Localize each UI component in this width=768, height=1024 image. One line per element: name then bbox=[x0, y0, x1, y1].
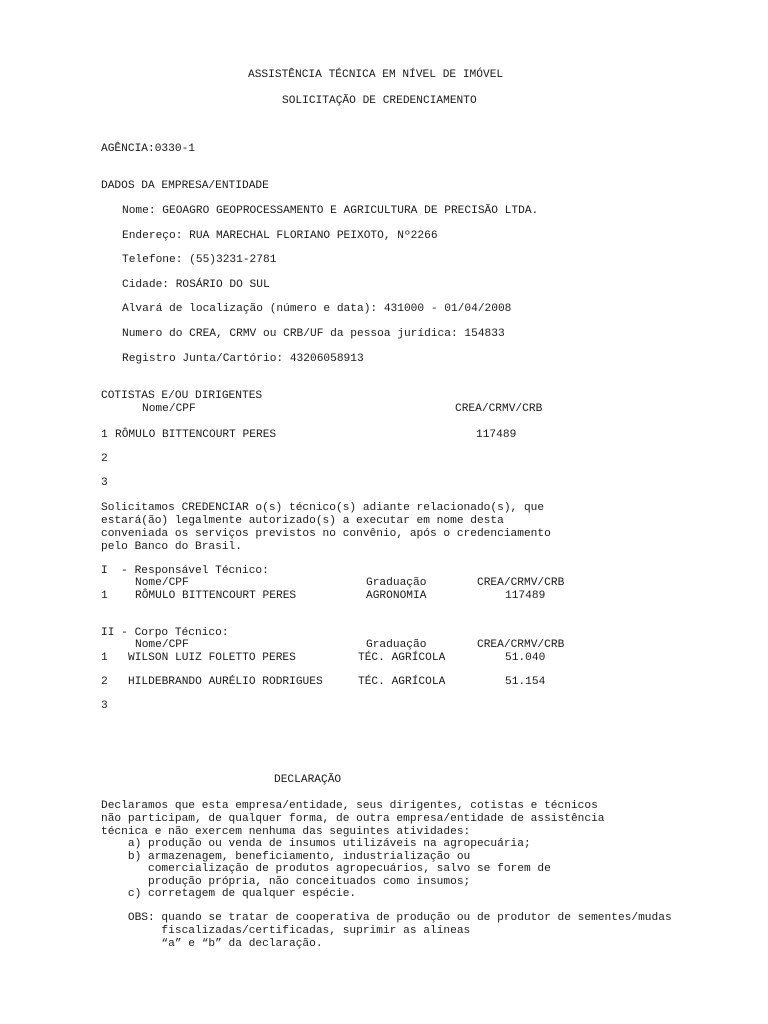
partners-col-reg: CREA/CRMV/CRB bbox=[455, 403, 543, 415]
responsible-col-name: Nome/CPF bbox=[135, 577, 189, 589]
technician-name: RÔMULO BITTENCOURT PERES bbox=[135, 590, 297, 602]
technician-name: HILDEBRANDO AURÉLIO RODRIGUES bbox=[128, 676, 323, 688]
declaration-obs-line: fiscalizadas/certificadas, suprimir as alíneas bbox=[101, 925, 471, 937]
company-section-heading: DADOS DA EMPRESA/ENTIDADE bbox=[101, 180, 269, 192]
company-address: Endereço: RUA MARECHAL FLORIANO PEIXOTO, Nº2266 bbox=[122, 230, 438, 242]
company-phone: Telefone: (55)3231-2781 bbox=[122, 254, 277, 266]
technician-reg: 117489 bbox=[505, 590, 546, 602]
request-paragraph-line: conveniada os serviços previstos no convênio, após o credenciamento bbox=[101, 528, 551, 540]
row-number: 3 bbox=[101, 700, 108, 712]
partner-name: RÔMULO BITTENCOURT PERES bbox=[115, 429, 277, 441]
row-number: 3 bbox=[101, 477, 108, 489]
request-paragraph-line: estará(ão) legalmente autorizado(s) a executar em nome desta bbox=[101, 515, 504, 527]
agency-code: AGÊNCIA:0330-1 bbox=[101, 143, 195, 155]
declaration-line: não participam, de qualquer forma, de outra empresa/entidade de assistência bbox=[101, 813, 605, 825]
technician-reg: 51.040 bbox=[505, 652, 546, 664]
row-number: 2 bbox=[101, 453, 108, 465]
row-number: 1 bbox=[101, 590, 108, 602]
declaration-line: produção própria, não conceituados como insumos; bbox=[101, 876, 471, 888]
staff-section-heading: II - Corpo Técnico: bbox=[101, 627, 229, 639]
row-number: 2 bbox=[101, 676, 108, 688]
declaration-obs-line: “a” e “b” da declaração. bbox=[101, 938, 323, 950]
company-crea: Numero do CREA, CRMV ou CRB/UF da pessoa jurídica: 154833 bbox=[122, 328, 505, 340]
company-registry: Registro Junta/Cartório: 43206058913 bbox=[122, 353, 364, 365]
row-number: 1 bbox=[101, 652, 108, 664]
staff-col-reg: CREA/CRMV/CRB bbox=[477, 639, 565, 651]
declaration-line: Declaramos que esta empresa/entidade, seus dirigentes, cotistas e técnicos bbox=[101, 800, 598, 812]
technician-reg: 51.154 bbox=[505, 676, 546, 688]
company-city: Cidade: ROSÁRIO DO SUL bbox=[122, 279, 270, 291]
partners-col-name: Nome/CPF bbox=[142, 403, 196, 415]
staff-col-grad: Graduação bbox=[366, 639, 427, 651]
document-subtitle: SOLICITAÇÃO DE CREDENCIAMENTO bbox=[282, 95, 477, 107]
staff-col-name: Nome/CPF bbox=[135, 639, 189, 651]
document-title: ASSISTÊNCIA TÉCNICA EM NÍVEL DE IMÓVEL bbox=[248, 69, 504, 81]
technician-graduation: AGRONOMIA bbox=[366, 590, 427, 602]
declaration-heading: DECLARAÇÃO bbox=[274, 774, 342, 786]
declaration-line: comercialização de produtos agropecuários, salvo se forem de bbox=[101, 863, 551, 875]
responsible-col-grad: Graduação bbox=[366, 577, 427, 589]
responsible-section-heading: I - Responsável Técnico: bbox=[101, 565, 269, 577]
technician-graduation: TÉC. AGRÍCOLA bbox=[358, 652, 446, 664]
responsible-col-reg: CREA/CRMV/CRB bbox=[477, 577, 565, 589]
request-paragraph-line: Solicitamos CREDENCIAR o(s) técnico(s) adiante relacionado(s), que bbox=[101, 502, 545, 514]
declaration-line: técnica e não exercem nenhuma das seguintes atividades: bbox=[101, 826, 471, 838]
partners-section-heading: COTISTAS E/OU DIRIGENTES bbox=[101, 390, 263, 402]
technician-name: WILSON LUIZ FOLETTO PERES bbox=[128, 652, 296, 664]
partner-reg: 117489 bbox=[476, 429, 517, 441]
company-name: Nome: GEOAGRO GEOPROCESSAMENTO E AGRICULTURA DE PRECISÃO LTDA. bbox=[122, 205, 539, 217]
company-permit: Alvará de localização (número e data): 431000 - 01/04/2008 bbox=[122, 303, 512, 315]
request-paragraph-line: pelo Banco do Brasil. bbox=[101, 541, 242, 553]
declaration-line: b) armazenagem, beneficiamento, industrialização ou bbox=[101, 851, 471, 863]
declaration-line: a) produção ou venda de insumos utilizáveis na agropecuária; bbox=[101, 838, 531, 850]
declaration-obs-line: OBS: quando se tratar de cooperativa de produção ou de produtor de sementes/mudas bbox=[101, 912, 672, 924]
technician-graduation: TÉC. AGRÍCOLA bbox=[358, 676, 446, 688]
row-number: 1 bbox=[101, 429, 108, 441]
declaration-line: c) corretagem de qualquer espécie. bbox=[101, 888, 357, 900]
